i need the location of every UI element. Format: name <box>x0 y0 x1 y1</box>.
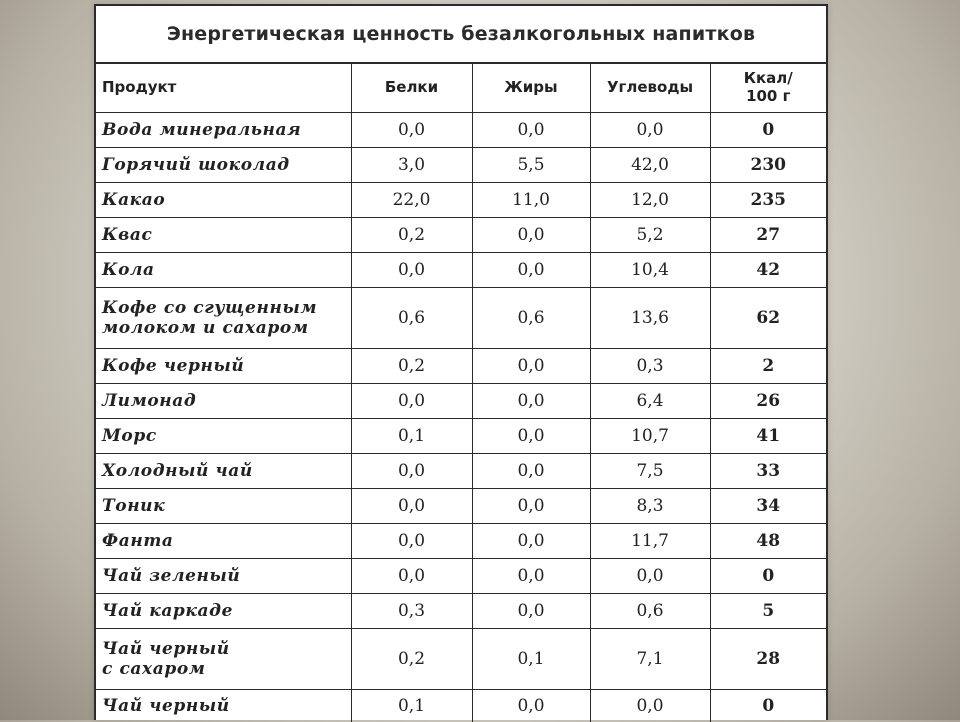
cell-product: Морс <box>96 419 351 454</box>
cell-fat: 0,0 <box>472 384 590 419</box>
cell-carbs: 8,3 <box>590 489 710 524</box>
cell-fat: 0,0 <box>472 524 590 559</box>
slide-frame <box>94 4 828 720</box>
table-row <box>96 690 826 722</box>
cell-kcal: 27 <box>710 218 826 253</box>
nutrition-table <box>96 62 826 722</box>
header-fat: Жиры <box>472 62 590 113</box>
cell-protein: 0,3 <box>351 594 472 629</box>
cell-carbs: 12,0 <box>590 183 710 218</box>
cell-carbs: 42,0 <box>590 148 710 183</box>
cell-protein: 0,1 <box>351 690 472 722</box>
cell-carbs: 0,0 <box>590 690 710 722</box>
cell-protein: 0,0 <box>351 113 472 148</box>
cell-product: Горячий шоколад <box>96 148 351 183</box>
table-row <box>96 489 826 524</box>
cell-kcal: 5 <box>710 594 826 629</box>
cell-protein: 0,0 <box>351 253 472 288</box>
cell-product: Лимонад <box>96 384 351 419</box>
cell-product: Вода минеральная <box>96 113 351 148</box>
table-row <box>96 384 826 419</box>
cell-product: Чай черный <box>96 690 351 722</box>
cell-kcal: 28 <box>710 629 826 690</box>
header-kcal: Ккал/ 100 г <box>710 62 826 113</box>
cell-fat: 0,0 <box>472 594 590 629</box>
cell-fat: 0,0 <box>472 489 590 524</box>
cell-fat: 0,0 <box>472 349 590 384</box>
cell-kcal: 62 <box>710 288 826 349</box>
cell-fat: 0,0 <box>472 419 590 454</box>
cell-protein: 0,2 <box>351 218 472 253</box>
cell-product: Чай черный с сахаром <box>96 629 351 690</box>
header-product: Продукт <box>96 62 351 113</box>
cell-carbs: 6,4 <box>590 384 710 419</box>
table-row <box>96 218 826 253</box>
cell-carbs: 10,4 <box>590 253 710 288</box>
cell-product: Фанта <box>96 524 351 559</box>
cell-carbs: 0,3 <box>590 349 710 384</box>
table-row <box>96 594 826 629</box>
cell-carbs: 0,0 <box>590 113 710 148</box>
cell-product: Кофе со сгущенным молоком и сахаром <box>96 288 351 349</box>
cell-fat: 0,0 <box>472 559 590 594</box>
cell-carbs: 5,2 <box>590 218 710 253</box>
cell-kcal: 26 <box>710 384 826 419</box>
cell-fat: 0,6 <box>472 288 590 349</box>
table-row <box>96 524 826 559</box>
cell-product: Чай каркаде <box>96 594 351 629</box>
cell-protein: 0,6 <box>351 288 472 349</box>
table-row <box>96 629 826 690</box>
cell-protein: 0,0 <box>351 384 472 419</box>
cell-product: Кола <box>96 253 351 288</box>
cell-product: Чай зеленый <box>96 559 351 594</box>
cell-kcal: 0 <box>710 559 826 594</box>
cell-carbs: 0,6 <box>590 594 710 629</box>
cell-protein: 0,2 <box>351 629 472 690</box>
cell-fat: 11,0 <box>472 183 590 218</box>
cell-protein: 0,1 <box>351 419 472 454</box>
cell-fat: 0,1 <box>472 629 590 690</box>
table-row <box>96 454 826 489</box>
cell-kcal: 42 <box>710 253 826 288</box>
cell-protein: 0,2 <box>351 349 472 384</box>
cell-carbs: 7,1 <box>590 629 710 690</box>
header-row <box>96 62 826 113</box>
cell-protein: 0,0 <box>351 489 472 524</box>
table-row <box>96 349 826 384</box>
cell-carbs: 7,5 <box>590 454 710 489</box>
cell-kcal: 41 <box>710 419 826 454</box>
cell-product: Холодный чай <box>96 454 351 489</box>
table-row <box>96 419 826 454</box>
table-row <box>96 113 826 148</box>
cell-protein: 0,0 <box>351 454 472 489</box>
cell-kcal: 48 <box>710 524 826 559</box>
table-row <box>96 183 826 218</box>
cell-product: Тоник <box>96 489 351 524</box>
cell-carbs: 0,0 <box>590 559 710 594</box>
table-row <box>96 148 826 183</box>
cell-protein: 0,0 <box>351 524 472 559</box>
cell-protein: 22,0 <box>351 183 472 218</box>
cell-fat: 0,0 <box>472 690 590 722</box>
cell-kcal: 0 <box>710 690 826 722</box>
header-carbs: Углеводы <box>590 62 710 113</box>
table-title: Энергетическая ценность безалкогольных напитков <box>96 6 826 64</box>
cell-kcal: 34 <box>710 489 826 524</box>
cell-kcal: 2 <box>710 349 826 384</box>
cell-fat: 0,0 <box>472 218 590 253</box>
cell-carbs: 11,7 <box>590 524 710 559</box>
cell-kcal: 0 <box>710 113 826 148</box>
cell-fat: 0,0 <box>472 454 590 489</box>
cell-carbs: 13,6 <box>590 288 710 349</box>
cell-product: Кофе черный <box>96 349 351 384</box>
table-row <box>96 288 826 349</box>
cell-fat: 0,0 <box>472 253 590 288</box>
cell-product: Какао <box>96 183 351 218</box>
cell-fat: 0,0 <box>472 113 590 148</box>
table-row <box>96 559 826 594</box>
cell-kcal: 235 <box>710 183 826 218</box>
cell-fat: 5,5 <box>472 148 590 183</box>
cell-carbs: 10,7 <box>590 419 710 454</box>
cell-protein: 3,0 <box>351 148 472 183</box>
header-protein: Белки <box>351 62 472 113</box>
table-row <box>96 253 826 288</box>
cell-protein: 0,0 <box>351 559 472 594</box>
cell-kcal: 33 <box>710 454 826 489</box>
cell-kcal: 230 <box>710 148 826 183</box>
cell-product: Квас <box>96 218 351 253</box>
